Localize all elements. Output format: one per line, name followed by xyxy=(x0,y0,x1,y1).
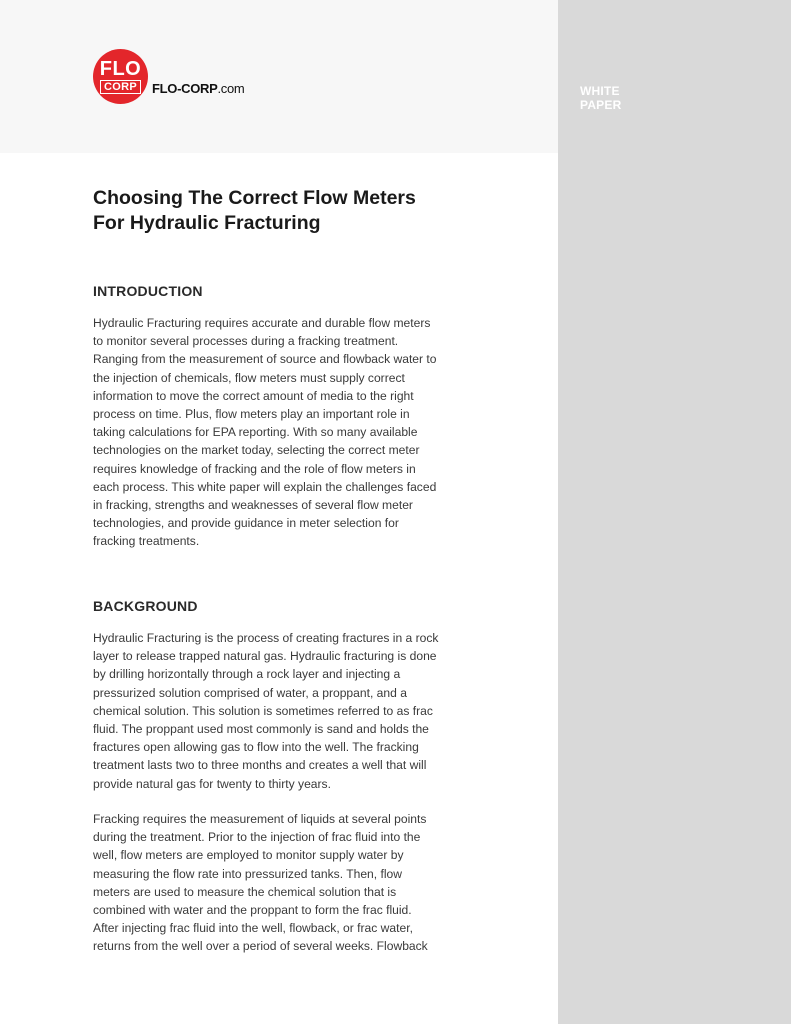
text-line: well, flow meters are employed to monitor supply water by xyxy=(93,848,404,863)
logo-badge-icon xyxy=(93,49,148,104)
text-line: layer to release trapped natural gas. Hydraulic fracturing is done xyxy=(93,649,437,664)
document-title xyxy=(93,186,513,236)
text-line: to monitor several processes during a fracking treatment. xyxy=(93,334,399,349)
background-paragraph-1 xyxy=(93,629,473,793)
text-line: process on time. Plus, flow meters play an important role in xyxy=(93,407,410,422)
text-line: fracking treatments. xyxy=(93,534,200,549)
text-line: technologies on the market today, selecting the correct meter xyxy=(93,443,420,458)
text-line: pressurized solution comprised of water, a proppant, and a xyxy=(93,685,407,700)
background-paragraph-2 xyxy=(93,810,473,956)
text-line: fluid. The proppant used most commonly is sand and holds the xyxy=(93,722,429,737)
document-type-label xyxy=(580,84,621,112)
introduction-heading: INTRODUCTION xyxy=(93,283,203,299)
text-line: the injection of chemicals, flow meters must supply correct xyxy=(93,370,405,385)
text-line: Hydraulic Fracturing is the process of creating fractures in a rock xyxy=(93,631,439,645)
text-line: fractures open allowing gas to flow into the well. The fracking xyxy=(93,740,419,755)
text-line: meters are used to measure the chemical solution that is xyxy=(93,884,397,899)
text-line: technologies, and provide guidance in meter selection for xyxy=(93,516,399,531)
text-line: each process. This white paper will explain the challenges faced xyxy=(93,479,437,494)
text-line: by drilling horizontally through a rock layer and injecting a xyxy=(93,667,401,682)
document-type-line-2: PAPER xyxy=(580,98,622,112)
company-logo[interactable] xyxy=(93,49,244,104)
logo-badge-bottom: CORP xyxy=(100,80,141,94)
sidebar-panel xyxy=(558,0,791,1024)
document-title-line-2: For Hydraulic Fracturing xyxy=(93,212,321,234)
text-line: provide natural gas for twenty to thirty years. xyxy=(93,776,331,791)
text-line: in fracking, strengths and weaknesses of several flow meter xyxy=(93,498,413,513)
text-line: taking calculations for EPA reporting. With so many available xyxy=(93,425,418,440)
text-line: during the treatment. Prior to the injection of frac fluid into the xyxy=(93,830,421,845)
text-line: chemical solution. This solution is sometimes referred to as frac xyxy=(93,703,433,718)
text-line: measuring the flow rate into pressurized tanks. Then, flow xyxy=(93,866,402,881)
document-type-line-1: WHITE xyxy=(580,84,620,98)
logo-site-name-main: FLO-CORP xyxy=(152,81,218,96)
text-line: requires knowledge of fracking and the role of flow meters in xyxy=(93,461,416,476)
text-line: Fracking requires the measurement of liquids at several points xyxy=(93,812,427,826)
background-heading: BACKGROUND xyxy=(93,598,198,614)
text-line: returns from the well over a period of several weeks. Flowback xyxy=(93,939,428,954)
text-line: Hydraulic Fracturing requires accurate and durable flow meters xyxy=(93,316,431,330)
document-title-line-1: Choosing The Correct Flow Meters xyxy=(93,187,416,209)
logo-site-suffix: .com xyxy=(217,81,245,96)
logo-site-name xyxy=(152,81,244,96)
text-line: combined with water and the proppant to form the frac fluid. xyxy=(93,903,412,918)
header-band xyxy=(0,0,558,153)
text-line: After injecting frac fluid into the well, flowback, or frac water, xyxy=(93,921,413,936)
logo-badge-top: FLO xyxy=(99,57,142,80)
text-line: treatment lasts two to three months and creates a well that will xyxy=(93,758,427,773)
introduction-paragraph xyxy=(93,314,473,551)
text-line: information to move the correct amount of media to the right xyxy=(93,388,414,403)
text-line: Ranging from the measurement of source and flowback water to xyxy=(93,352,437,367)
